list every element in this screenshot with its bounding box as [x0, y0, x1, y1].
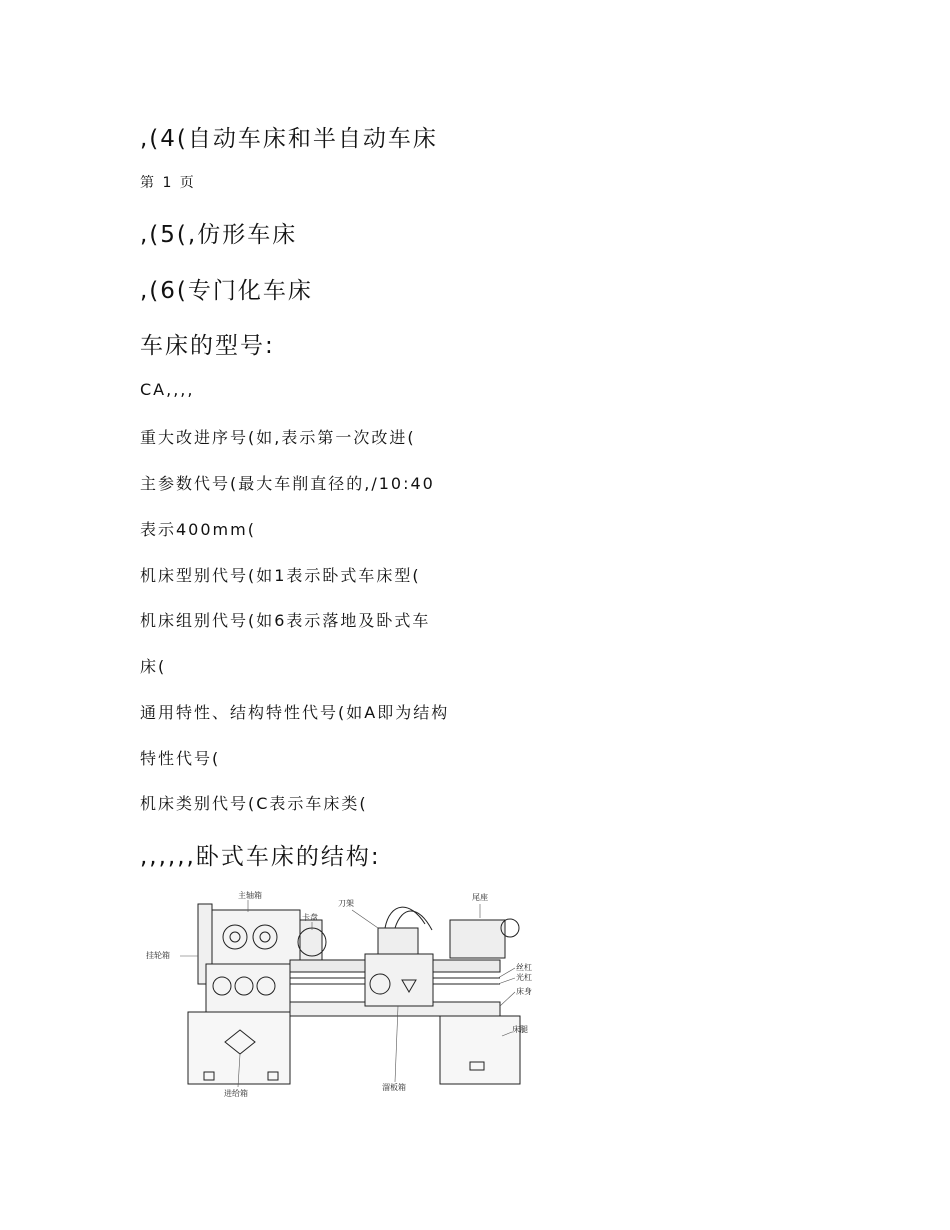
label-leadscrew: 丝杠 [516, 963, 532, 972]
model-code: CA,,,, [140, 380, 195, 399]
label-leg: 床腿 [512, 1025, 528, 1034]
label-tailstock: 尾座 [472, 893, 488, 902]
line-13: 通用特性、结构特性代号(如A即为结构 [140, 703, 450, 722]
label-feedbox: 进给箱 [224, 1089, 248, 1098]
label-chuck: 卡盘 [302, 913, 318, 922]
line-7: 重大改进序号(如,表示第一次改进( [140, 428, 416, 447]
section-heading-model: 车床的型号: [140, 333, 275, 359]
label-headstock: 主轴箱 [238, 891, 262, 900]
line-1: ,(4(自动车床和半自动车床 [140, 126, 438, 152]
lathe-structure-figure [140, 882, 540, 1102]
line-14: 特性代号( [140, 749, 221, 768]
line-12: 床( [140, 657, 167, 676]
label-apron: 溜板箱 [382, 1083, 406, 1092]
line-10: 机床型别代号(如1表示卧式车床型( [140, 566, 421, 585]
line-4: ,(6(专门化车床 [140, 278, 313, 304]
line-3: ,(5(,仿形车床 [140, 222, 298, 248]
line-8: 主参数代号(最大车削直径的,/10:40 [140, 474, 435, 493]
label-bed: 床身 [516, 987, 532, 996]
section-heading-structure: ,,,,,,卧式车床的结构: [140, 844, 381, 870]
label-gearbox: 挂轮箱 [146, 951, 170, 960]
line-11: 机床组别代号(如6表示落地及卧式车 [140, 611, 431, 630]
label-feedrod: 光杠 [516, 973, 532, 982]
page-number: 第 1 页 [140, 175, 196, 191]
line-15: 机床类别代号(C表示车床类( [140, 794, 368, 813]
label-toolpost: 刀架 [338, 899, 354, 908]
line-9: 表示400mm( [140, 520, 256, 539]
